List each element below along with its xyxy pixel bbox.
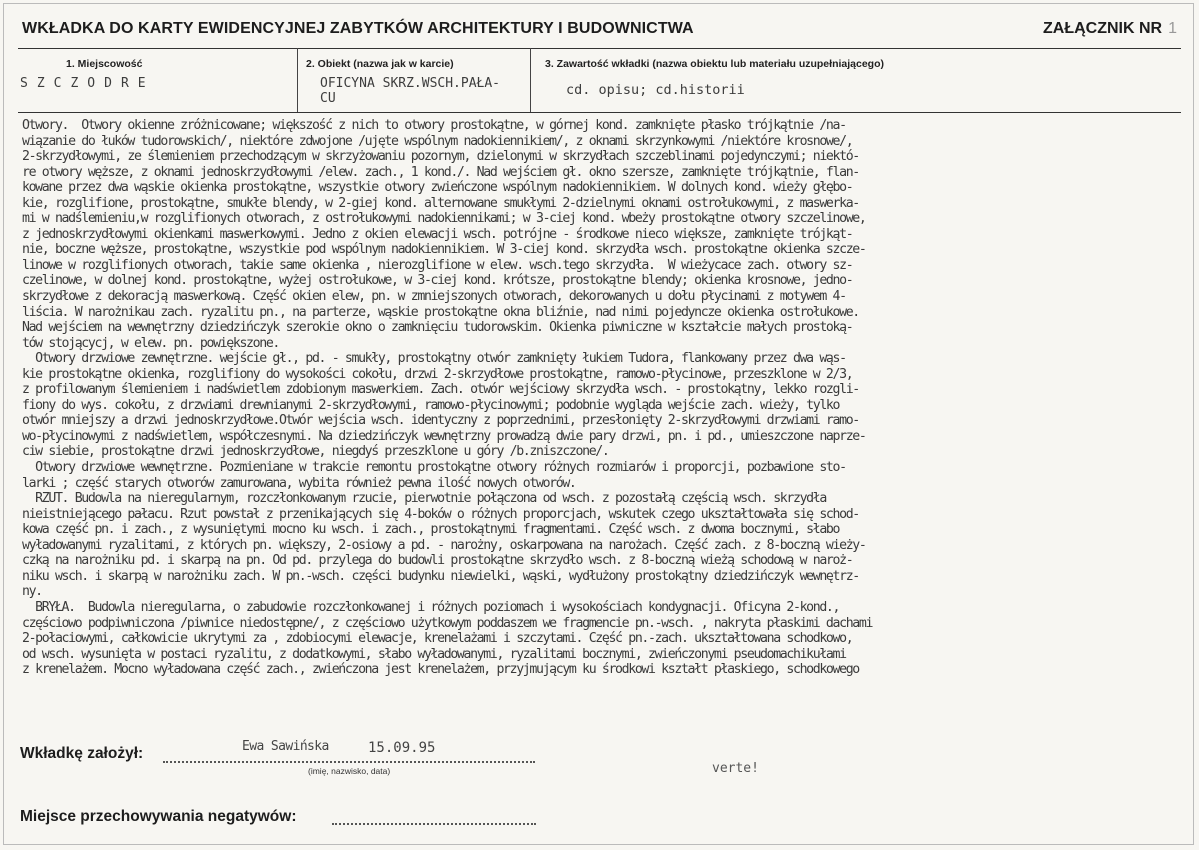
description-body	[22, 118, 1194, 678]
body-line: Nad wejściem na wewnętrzny dziedzińczyk szerokie okno o zamknięciu tudorowskim. Okienka piwniczne w kształcie małych prostoką-	[22, 320, 853, 336]
body-line: ny.	[22, 584, 42, 600]
body-line: wyładowanymi ryzalitami, z których pn. większy, 2-osiowy a pd. - narożny, oskarpowana na narożach. Część zach. z 8-boczną wieży-	[22, 537, 866, 553]
negatives-dotted-line	[332, 823, 536, 825]
body-line: wiązanie do łuków tudorowskich/, niektóre zdwojone /ujęte wspólnym nadokiennikiem/, z oknami skrzynkowymi /niektóre krosnowe/,	[22, 133, 853, 149]
body-line: linowe w rozglifionych otworach, takie same okienka , nierozglifione w elew. wsch.tego skrzydła. W wieżycace zach. otwory sz-	[22, 257, 853, 273]
body-line: Otwory drzwiowe zewnętrzne. wejście gł., pd. - smukły, prostokątny otwór zamknięty łukiem Tudora, flankowany przez dwa wąs-	[22, 351, 846, 367]
header-rule	[18, 48, 1181, 49]
body-line: fiony do wys. cokołu, z drzwiami drewnianymi 2-skrzydłowymi, ramowo-płycinowymi; podobnie wygląda wejście zach. wieży, tylko	[22, 397, 840, 413]
body-line: re otwory węższe, z oknami jednoskrzydłowymi /elew. zach., 1 kond./. Nad wejściem gł. okno szersze, zamknięte trójkątnie, flan-	[22, 164, 859, 180]
body-line: z krenelażem. Mocno wyładowana część zach., zwieńczona jest krenelażem, przyjmującym ku środkowi kształt płaskiego, schodkowego	[22, 662, 859, 678]
verte-note: verte!	[712, 761, 759, 776]
signature-name: Ewa Sawińska	[242, 739, 329, 754]
body-line: kowane przez dwa wąskie okienka prostokątne, wszystkie otwory zwieńczone wspólnym nadokiennikiem. W dolnych kond. wieży głębo-	[22, 180, 853, 196]
body-line: ciw siebie, prostokątne drzwi jednoskrzydłowe, niegdyś przeszklone u góry /b.zniszczone/.	[22, 444, 609, 460]
signature-caption: (imię, nazwisko, data)	[308, 766, 391, 776]
negatives-label: Miejsce przechowywania negatywów:	[20, 808, 297, 825]
body-line: Otwory drzwiowe wewnętrzne. Pozmieniane w trakcie remontu prostokątne otwory różnych rozmiarów i proporcji, pozbawione sto-	[22, 460, 846, 476]
field-divider-1	[297, 48, 298, 112]
body-line: nie, boczne węższe, prostokątne, wszystkie pod wspólnym nadokiennikiem. W 3-ciej kond. skrzydła wsch. prostokątne okienka szcze-	[22, 242, 866, 258]
body-line: skrzydłowe z dekoracją maswerkową. Część okien elew, pn. w zmniejszonych otworach, dekorowanych u dołu płycinami z motywem 4-	[22, 289, 846, 305]
body-line: z profilowanym ślemieniem i nadświetlem zdobionym maswerkiem. Zach. otwór wejściowy skrzydła wsch. - prostokątny, lekko rozgli-	[22, 382, 859, 398]
signature-dotted-line	[163, 761, 535, 763]
body-line: wo-płycinowymi z nadświetlem, współczesnymi. Na dziedzińczyk wewnętrzny prowadzą dwie pary drzwi, pn. i pd., umieszczone naprze-	[22, 428, 866, 444]
body-line: RZUT. Budowla na nieregularnym, rozczłonkowanym rzucie, pierwotnie połączona od wsch. z pozostałą częścią wsch. skrzydła	[22, 491, 826, 507]
body-line: czką na narożniku pd. i skarpą na pn. Od pd. przylega do budowli prostokątne skrzydło wsch. z 8-boczną wieżą schodową w naroż-	[22, 553, 853, 569]
body-line: nieistniejącego pałacu. Rzut powstał z przenikających się 4-boków o różnych proporcjach, wskutek czego ukształtowała się schod-	[22, 506, 859, 522]
body-line: larki ; część starych otworów zamurowana, wybita również pewna ilość nowych otworów.	[22, 475, 576, 491]
body-line: z jednoskrzydłowymi okienkami maswerkowymi. Jedno z okien elewacji wsch. potrójne - środkowe nieco większe, zamknięte trójkąt-	[22, 226, 853, 242]
field-2-label: 2. Obiekt (nazwa jak w karcie)	[306, 58, 454, 70]
fields-rule	[18, 112, 1181, 113]
body-line: kie prostokątne okienka, rozglifiony do wysokości cokołu, drzwi 2-skrzydłowe prostokątne, ramowo-płycinowe, przeszklone w 2/3,	[22, 366, 853, 382]
field-2-value: OFICYNA SKRZ.WSCH.PAŁA- CU	[320, 76, 501, 106]
body-line: kie, rozglifione, prostokątne, smukłe blendy, w 2-giej kond. alternowane smukłymi 2-dzielnymi oknami ostrołukowymi, z maswerka-	[22, 195, 859, 211]
signature-label: Wkładkę założył:	[20, 745, 144, 762]
body-line: kowa część pn. i zach., z wysuniętymi mocno ku wsch. i zach., prostokątnymi fragmentami. Część wsch. z dwoma bocznymi, słabo	[22, 522, 840, 538]
body-line: otwór mniejszy a drzwi jednoskrzydłowe.Otwór wejścia wsch. identyczny z poprzednimi, przesłonięty 2-skrzydłowymi drzwiami ramo-	[22, 413, 859, 429]
body-line: częściowo podpiwniczona /piwnice niedostępne/, z częściowo użytkowym poddaszem we fragmencie pn.-wsch. , nakryta płaskimi dachami	[22, 615, 873, 631]
body-line: 2-skrzydłowymi, ze ślemieniem przechodzącym w skrzyżowaniu pozornym, dzielonymi w skrzydłach szczeblinami pojedynczymi; niektó-	[22, 149, 859, 165]
body-line: niku wsch. i skarpą w narożniku zach. W pn.-wsch. części budynku niewielki, wąski, wydłużony prostokątny dziedzińczyk wewnętrz-	[22, 568, 859, 584]
field-1-value: SZCZODRE	[20, 76, 155, 91]
body-line: liścia. W narożnikau zach. ryzalitu pn., na parterze, wąskie prostokątne okna bliźnie, nad nimi pojedyncze okienka ostrołukowe.	[22, 304, 859, 320]
form-title: WKŁADKA DO KARTY EWIDENCYJNEJ ZABYTKÓW ARCHITEKTURY I BUDOWNICTWA	[22, 20, 694, 37]
field-divider-2	[530, 48, 531, 112]
body-line: tów stojącycj, w elew. pn. powiększone.	[22, 335, 279, 351]
body-line: czelinowe, w dolnej kond. prostokątne, wyżej ostrołukowe, w 3-ciej kond. krótsze, prostokątne blendy; okienka krosnowe, jedno-	[22, 273, 853, 289]
body-line: od wsch. wysunięta w postaci ryzalitu, z dodatkowymi, słabo wyładowanymi, ryzalitami bocznymi, zwieńczonymi pseudomachikułami	[22, 646, 846, 662]
annex-label-text: ZAŁĄCZNIK NR	[1043, 20, 1163, 37]
body-line: Otwory. Otwory okienne zróżnicowane; większość z nich to otwory prostokątne, w górnej kond. zamknięte płasko trójkątnie /na-	[22, 118, 846, 133]
annex-label	[1043, 20, 1177, 38]
field-3-label: 3. Zawartość wkładki (nazwa obiektu lub materiału uzupełniającego)	[545, 58, 884, 70]
field-1-label: 1. Miejscowość	[66, 58, 143, 70]
signature-date: 15.09.95	[368, 740, 436, 756]
annex-number: 1	[1168, 20, 1177, 37]
body-line: mi w nadślemieniu,w rozglifionych otworach, z ostrołukowymi nadokiennikami; w 3-ciej kond. wbeży prostokątne otwory szczelinowe,	[22, 211, 866, 227]
field-3-value: cd. opisu; cd.historii	[566, 82, 745, 98]
body-line: 2-połaciowymi, całkowicie ukrytymi za , zdobiocymi elewacje, krenelażami i szczytami. Część pn.-zach. ukształtowana schodkowo,	[22, 631, 853, 647]
body-line: BRYŁA. Budowla nieregularna, o zabudowie rozczłonkowanej i różnych poziomach i wysokościach kondygnacji. Oficyna 2-kond.,	[22, 599, 840, 615]
